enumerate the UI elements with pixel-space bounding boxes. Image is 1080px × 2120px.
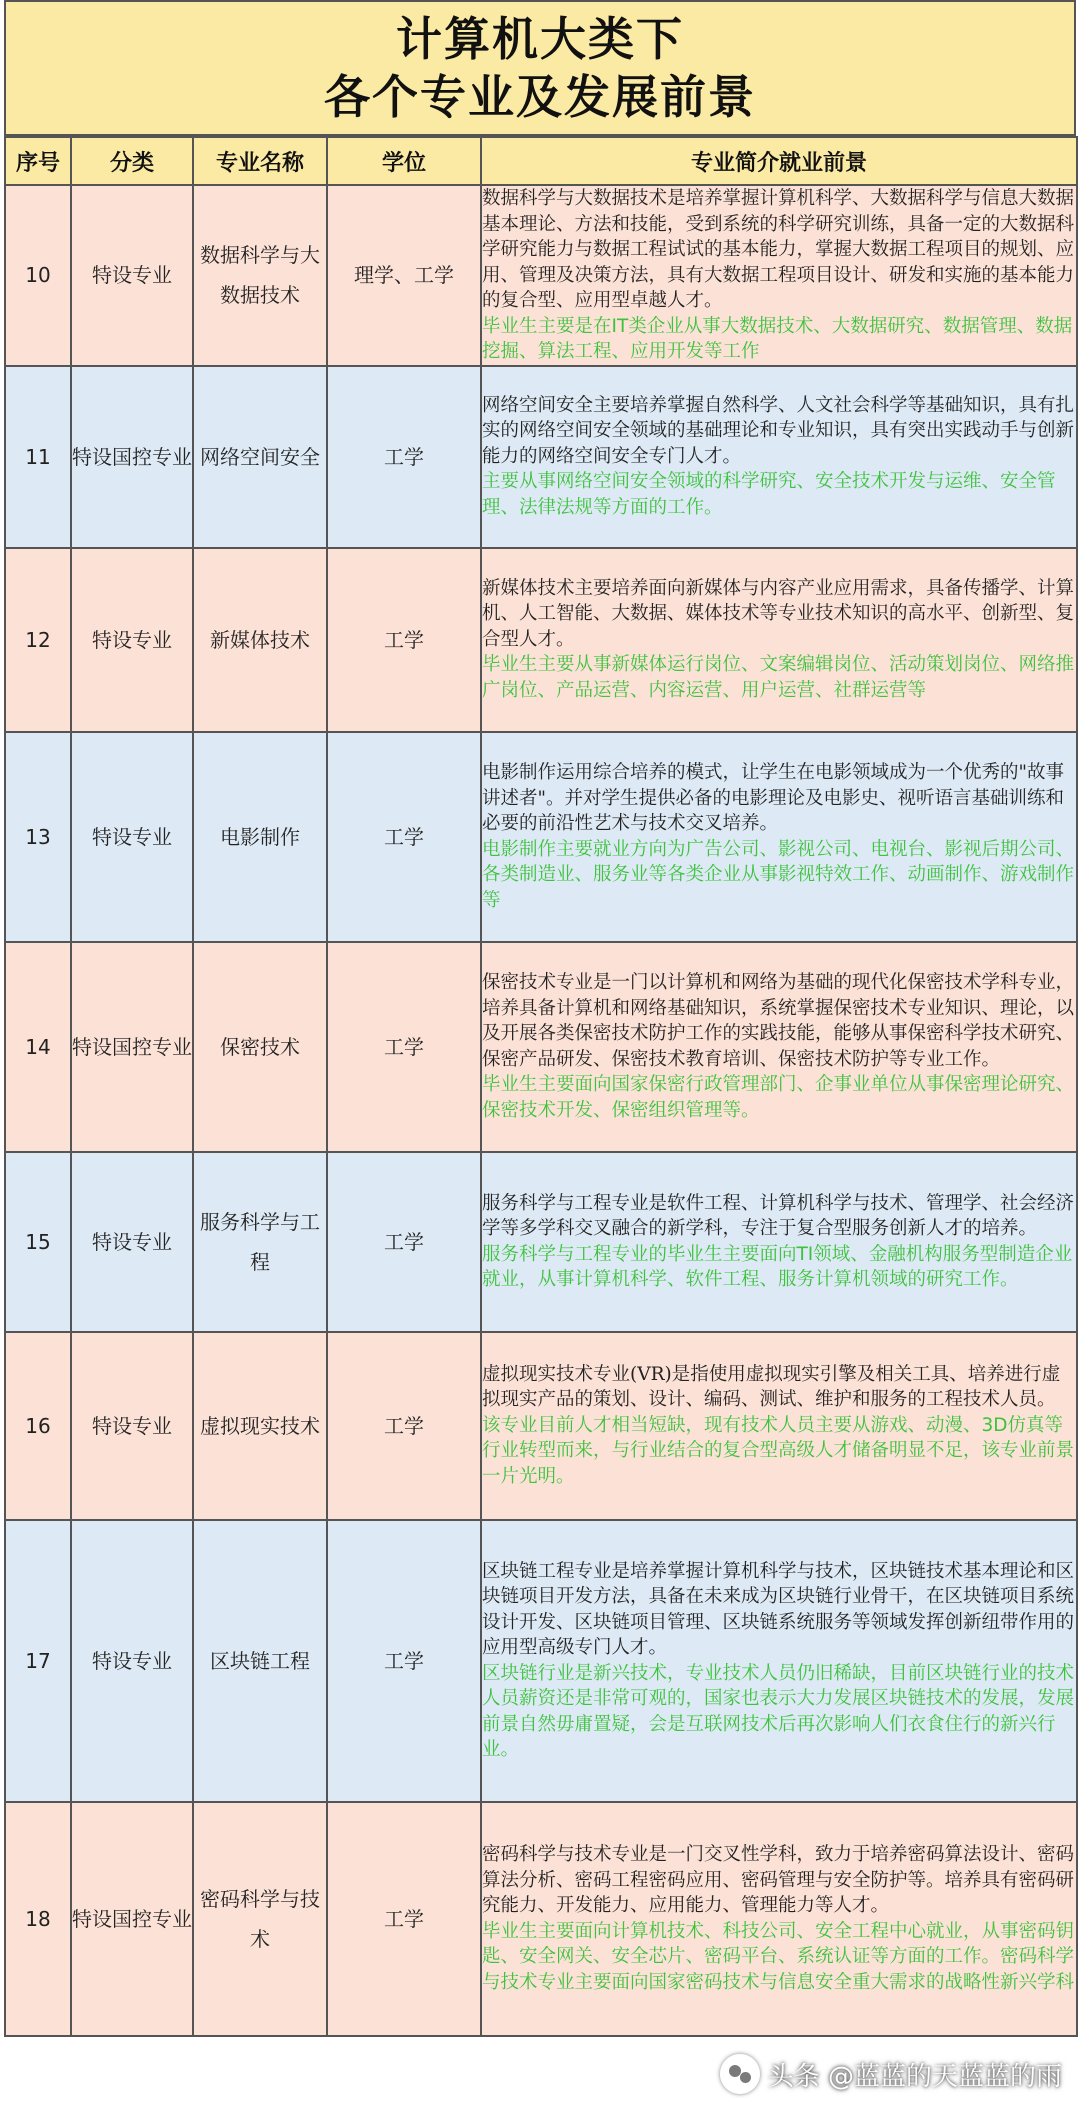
- row-description: [481, 185, 1077, 366]
- row-intro: 数据科学与大数据技术是培养掌握计算机科学、大数据科学与信息大数据基本理论、方法和技能，受到系统的科学研究训练，具备一定的大数据科学研究能力与数据工程试试的基本能力，掌握大数据工程项目的规划、应用、管理及决策方法，具有大数据工程项目设计、研发和实施的基本能力的复合型、应用型卓越人才。: [482, 188, 1075, 311]
- row-intro: 新媒体技术主要培养面向新媒体与内容产业应用需求，具备传播学、计算机、人工智能、大数据、媒体技术等专业技术知识的高水平、创新型、复合型人才。: [482, 577, 1075, 650]
- row-description: [481, 732, 1077, 942]
- row-career: 毕业生主要是在IT类企业从事大数据技术、大数据研究、数据管理、数据挖掘、算法工程、应用开发等工作: [482, 315, 1073, 362]
- row-intro: 密码科学与技术专业是一门交叉性学科，致力于培养密码算法设计、密码算法分析、密码工程密码应用、密码管理与安全防护等。培养具有密码研究能力、开发能力、应用能力、管理能力等人才。: [482, 1844, 1075, 1916]
- row-intro: 网络空间安全主要培养掌握自然科学、人文社会科学等基础知识，具有扎实的网络空间安全领域的基础理论和专业知识，具有突出实践动手与创新能力的网络空间安全专门人才。: [482, 394, 1075, 467]
- row-degree: 理学、工学: [327, 185, 481, 366]
- header-name: 专业名称: [193, 137, 327, 185]
- row-intro: 区块链工程专业是培养掌握计算机科学与技术，区块链技术基本理论和区块链项目开发方法，具备在未来成为区块链行业骨干，在区块链项目系统设计开发、区块链项目管理、区块链系统服务等领域发挥创新纽带作用的应用型高级专门人才。: [482, 1560, 1075, 1658]
- row-category: 特设专业: [71, 185, 193, 366]
- row-no: 17: [5, 1520, 71, 1802]
- header-category: 分类: [71, 137, 193, 185]
- row-category: 特设专业: [71, 732, 193, 942]
- row-no: 11: [5, 366, 71, 548]
- row-career: 毕业生主要从事新媒体运行岗位、文案编辑岗位、活动策划岗位、网络推广岗位、产品运营、内容运营、用户运营、社群运营等: [482, 654, 1075, 701]
- row-degree: 工学: [327, 1152, 481, 1332]
- row-no: 10: [5, 185, 71, 366]
- row-category: 特设专业: [71, 1152, 193, 1332]
- row-no: 16: [5, 1332, 71, 1520]
- row-degree: 工学: [327, 1332, 481, 1520]
- table-row: [5, 548, 1077, 732]
- row-description: [481, 366, 1077, 548]
- row-degree: 工学: [327, 1802, 481, 2036]
- header-no: 序号: [5, 137, 71, 185]
- row-description: [481, 1332, 1077, 1520]
- header-degree: 学位: [327, 137, 481, 185]
- row-career: 主要从事网络空间安全领域的科学研究、安全技术开发与运维、安全管理、法律法规等方面的工作。: [482, 471, 1056, 518]
- row-career: 毕业生主要面向计算机技术、科技公司、安全工程中心就业，从事密码钥匙、安全网关、安全芯片、密码平台、系统认证等方面的工作。密码科学与技术专业主要面向国家密码技术与信息安全重大需求的战略性新兴学科: [482, 1920, 1075, 1993]
- row-career: 服务科学与工程专业的毕业生主要面向TI领域、金融机构服务型制造企业就业，从事计算机科学、软件工程、服务计算机领域的研究工作。: [482, 1243, 1073, 1290]
- row-name: 虚拟现实技术: [193, 1332, 327, 1520]
- table-row: [5, 185, 1077, 366]
- row-name: 数据科学与大数据技术: [193, 185, 327, 366]
- majors-table: [4, 136, 1078, 2037]
- row-career: 毕业生主要面向国家保密行政管理部门、企事业单位从事保密理论研究、保密技术开发、保密组织管理等。: [482, 1074, 1075, 1121]
- row-no: 15: [5, 1152, 71, 1332]
- row-category: 特设专业: [71, 1332, 193, 1520]
- row-career: 电影制作主要就业方向为广告公司、影视公司、电视台、影视后期公司、各类制造业、服务业等各类企业从事影视特效工作、动画制作、游戏制作等: [482, 838, 1075, 911]
- row-name: 电影制作: [193, 732, 327, 942]
- row-degree: 工学: [327, 366, 481, 548]
- header-description: 专业简介就业前景: [481, 137, 1077, 185]
- page-title-line-1: 计算机大类下: [396, 12, 684, 66]
- row-name: 区块链工程: [193, 1520, 327, 1802]
- row-no: 18: [5, 1802, 71, 2036]
- row-description: [481, 1152, 1077, 1332]
- row-name: 新媒体技术: [193, 548, 327, 732]
- title-block: [4, 0, 1076, 136]
- table-row: [5, 942, 1077, 1152]
- table-row: [5, 732, 1077, 942]
- row-intro: 虚拟现实技术专业(VR)是指使用虚拟现实引擎及相关工具、培养进行虚拟现实产品的策划、设计、编码、测试、维护和服务的工程技术人员。: [482, 1363, 1061, 1411]
- row-category: 特设国控专业: [71, 942, 193, 1152]
- table-row: [5, 366, 1077, 548]
- table-row: [5, 1152, 1077, 1332]
- row-no: 13: [5, 732, 71, 942]
- row-description: [481, 548, 1077, 732]
- row-name: 网络空间安全: [193, 366, 327, 548]
- row-no: 14: [5, 942, 71, 1152]
- row-name: 服务科学与工程: [193, 1152, 327, 1332]
- row-name: 密码科学与技术: [193, 1802, 327, 2036]
- table-row: [5, 1332, 1077, 1520]
- table-row: [5, 1802, 1077, 2036]
- row-description: [481, 1802, 1077, 2036]
- row-category: 特设专业: [71, 1520, 193, 1802]
- row-degree: 工学: [327, 1520, 481, 1802]
- row-name: 保密技术: [193, 942, 327, 1152]
- watermark-text: 头条 @蓝蓝的天蓝蓝的雨: [767, 2061, 1062, 2092]
- table-header-row: [5, 137, 1077, 185]
- row-no: 12: [5, 548, 71, 732]
- row-degree: 工学: [327, 548, 481, 732]
- page-title-line-2: 各个专业及发展前景: [324, 70, 756, 124]
- row-intro: 保密技术专业是一门以计算机和网络为基础的现代化保密技术学科专业，培养具备计算机和网络基础知识，系统掌握保密技术专业知识、理论，以及开展各类保密技术防护工作的实践技能，能够从事保密科学技术研究、保密产品研发、保密技术教育培训、保密技术防护等专业工作。: [482, 972, 1075, 1070]
- row-career: 区块链行业是新兴技术，专业技术人员仍旧稀缺，目前区块链行业的技术人员薪资还是非常可观的，国家也表示大力发展区块链技术的发展，发展前景自然毋庸置疑，会是互联网技术后再次影响人们衣食住行的新兴行业。: [482, 1662, 1075, 1760]
- row-career: 该专业目前人才相当短缺，现有技术人员主要从游戏、动漫、3D仿真等行业转型而来，与行业结合的复合型高级人才储备明显不足，该专业前景一片光明。: [482, 1414, 1075, 1487]
- chat-bubble-icon: [720, 2054, 760, 2094]
- row-degree: 工学: [327, 942, 481, 1152]
- row-description: [481, 942, 1077, 1152]
- row-category: 特设国控专业: [71, 1802, 193, 2036]
- watermark: [720, 2054, 1062, 2094]
- table-row: [5, 1520, 1077, 1802]
- row-category: 特设专业: [71, 548, 193, 732]
- row-category: 特设国控专业: [71, 366, 193, 548]
- row-intro: 电影制作运用综合培养的模式，让学生在电影领域成为一个优秀的"故事讲述者"。并对学生提供必备的电影理论及电影史、视听语言基础训练和必要的前沿性艺术与技术交叉培养。: [482, 762, 1065, 834]
- row-intro: 服务科学与工程专业是软件工程、计算机科学与技术、管理学、社会经济学等多学科交叉融合的新学科，专注于复合型服务创新人才的培养。: [482, 1192, 1075, 1239]
- row-description: [481, 1520, 1077, 1802]
- row-degree: 工学: [327, 732, 481, 942]
